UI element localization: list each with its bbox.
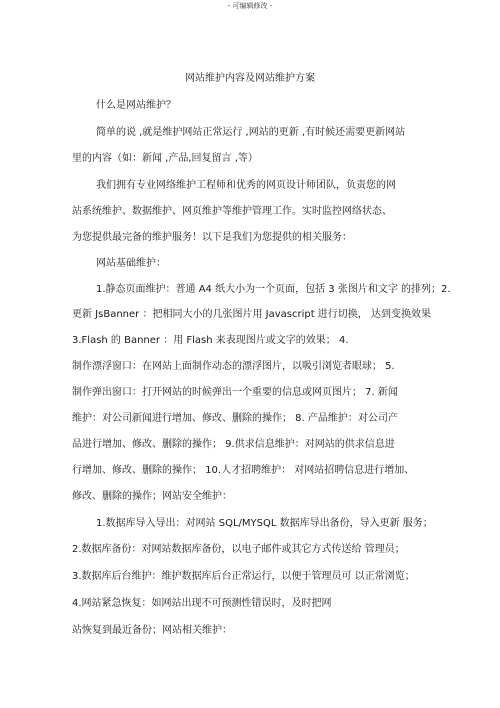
document-title: 网站维护内容及网站维护方案 (185, 73, 315, 84)
paragraph-line: 简单的说 ,就是维护网站正常运行 ,网站的更新 ,有时候还需要更新网站 (96, 127, 406, 138)
paragraph-line: 里的内容（如：新闻 ,产品,回复留言 ,等） (72, 153, 258, 164)
paragraph-line: 我们拥有专业网络维护工程师和优秀的网页设计师团队，负责您的网 (96, 180, 396, 191)
paragraph-line: 3.数据库后台维护：维护数据库后台正常运行，以便于管理员可 以正常浏览； (72, 571, 415, 582)
paragraph-line: 修改、删除的操作；网站安全维护： (72, 491, 232, 502)
section-heading: 网站基础维护： (96, 258, 166, 269)
paragraph-line: 制作弹出窗口：打开网站的时候弹出一个重要的信息或网页图片； 7. 新闻 (72, 387, 398, 398)
paragraph-line: 行增加、修改、删除的操作； 10.人才招聘维护： 对网站招聘信息进行增加、 (72, 465, 415, 476)
paragraph-line: 站恢复到最近备份；网站相关维护： (72, 625, 232, 636)
paragraph-line: 3.Flash 的 Banner ：用 Flash 来表现图片或文字的效果； 4. (72, 335, 349, 346)
paragraph-line: 站系统维护、数据维护、网页维护等维护管理工作。实时监控网络状态、 (72, 206, 392, 217)
paragraph-line: 什么是网站维护？ (96, 100, 176, 111)
header-note: - 可编辑修改 - (227, 2, 273, 10)
paragraph-line: 4.网站紧急恢复：如网站出现不可预测性错误时，及时把网 (72, 598, 332, 609)
paragraph-line: 为您提供最完备的维护服务！以下是我们为您提供的相关服务： (72, 232, 352, 243)
paragraph-line: 2.数据库备份：对网站数据库备份，以电子邮件或其它方式传送给 管理员； (72, 544, 405, 555)
paragraph-line: 制作漂浮窗口：在网站上面制作动态的漂浮图片，以吸引浏览者眼球； 5. (72, 361, 395, 372)
paragraph-line: 品进行增加、修改、删除的操作； 9.供求信息维护：对网站的供求信息进 (72, 439, 395, 450)
paragraph-line: 1.静态页面维护：普通 A4 纸大小为一个页面，包括 3 张图片和文字 的排列；2. (96, 284, 451, 295)
paragraph-line: 更新 JsBanner ：把相同大小的几张图片用 Javascript 进行切换， 达到变换效果 (72, 309, 431, 320)
paragraph-line: 1.数据库导入导出：对网站 SQL/MYSQL 数据库导出备份，导入更新 服务； (96, 518, 433, 529)
paragraph-line: 维护：对公司新闻进行增加、修改、删除的操作； 8. 产品维护：对公司产 (72, 413, 398, 424)
